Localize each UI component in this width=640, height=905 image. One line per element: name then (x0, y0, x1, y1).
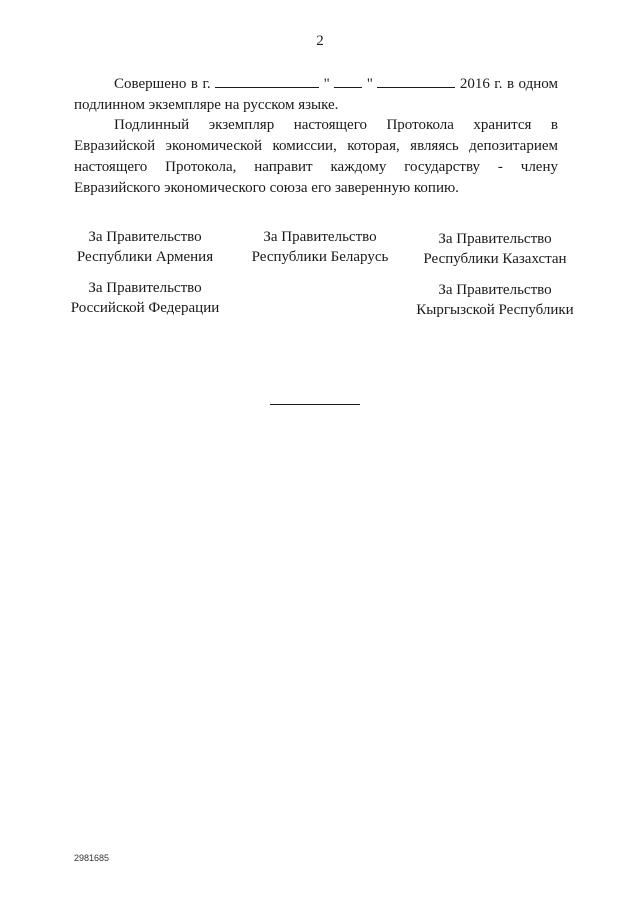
day-blank (334, 73, 362, 88)
depositary-line-2: Евразийской экономической комиссии, которая, являясь депозитарием (74, 138, 558, 154)
signature-row-1 (60, 227, 580, 269)
depositary-paragraph (74, 115, 558, 199)
city-blank (215, 73, 319, 88)
depositary-line-3: настоящего Протокола, направит каждому государству - члену (74, 159, 558, 175)
month-blank (377, 73, 455, 88)
signature-row-2 (60, 278, 580, 320)
completion-paragraph (74, 73, 558, 116)
signature-armenia-line2: Республики Армения (76, 249, 214, 265)
signature-kyrgyzstan-line2: Кыргызской Республики (416, 302, 574, 318)
signature-kazakhstan-line2: Республики Казахстан (423, 251, 567, 267)
quote-close: " (366, 76, 373, 92)
end-rule (270, 404, 360, 405)
signature-belarus (235, 227, 405, 269)
signature-spacer (235, 278, 405, 320)
signature-kazakhstan-line1: За Правительство (438, 231, 552, 247)
signature-kazakhstan (410, 227, 580, 269)
signature-kyrgyzstan (410, 278, 580, 320)
signature-armenia (60, 227, 230, 269)
signature-belarus-line1: За Правительство (263, 229, 377, 245)
quote-open: " (323, 76, 330, 92)
completion-line-2: подлинном экземпляре на русском языке. (74, 97, 339, 113)
signature-russia-line2: Российской Федерации (70, 300, 220, 316)
depositary-line-1: Подлинный экземпляр настоящего Протокола хранится в (114, 117, 558, 133)
signature-belarus-line2: Республики Беларусь (251, 249, 389, 265)
depositary-line-4: Евразийского экономического союза его заверенную копию. (74, 180, 459, 196)
signature-armenia-line1: За Правительство (88, 229, 202, 245)
signature-russia (60, 278, 230, 320)
document-code: 2981685 (74, 853, 110, 863)
completion-year-text: 2016 г. в одном (459, 76, 558, 92)
signature-russia-line1: За Правительство (88, 280, 202, 296)
completion-city-label: Совершено в г. (114, 76, 211, 92)
signature-kyrgyzstan-line1: За Правительство (438, 282, 552, 298)
page-number: 2 (316, 33, 324, 49)
completion-line-1 (74, 73, 558, 95)
